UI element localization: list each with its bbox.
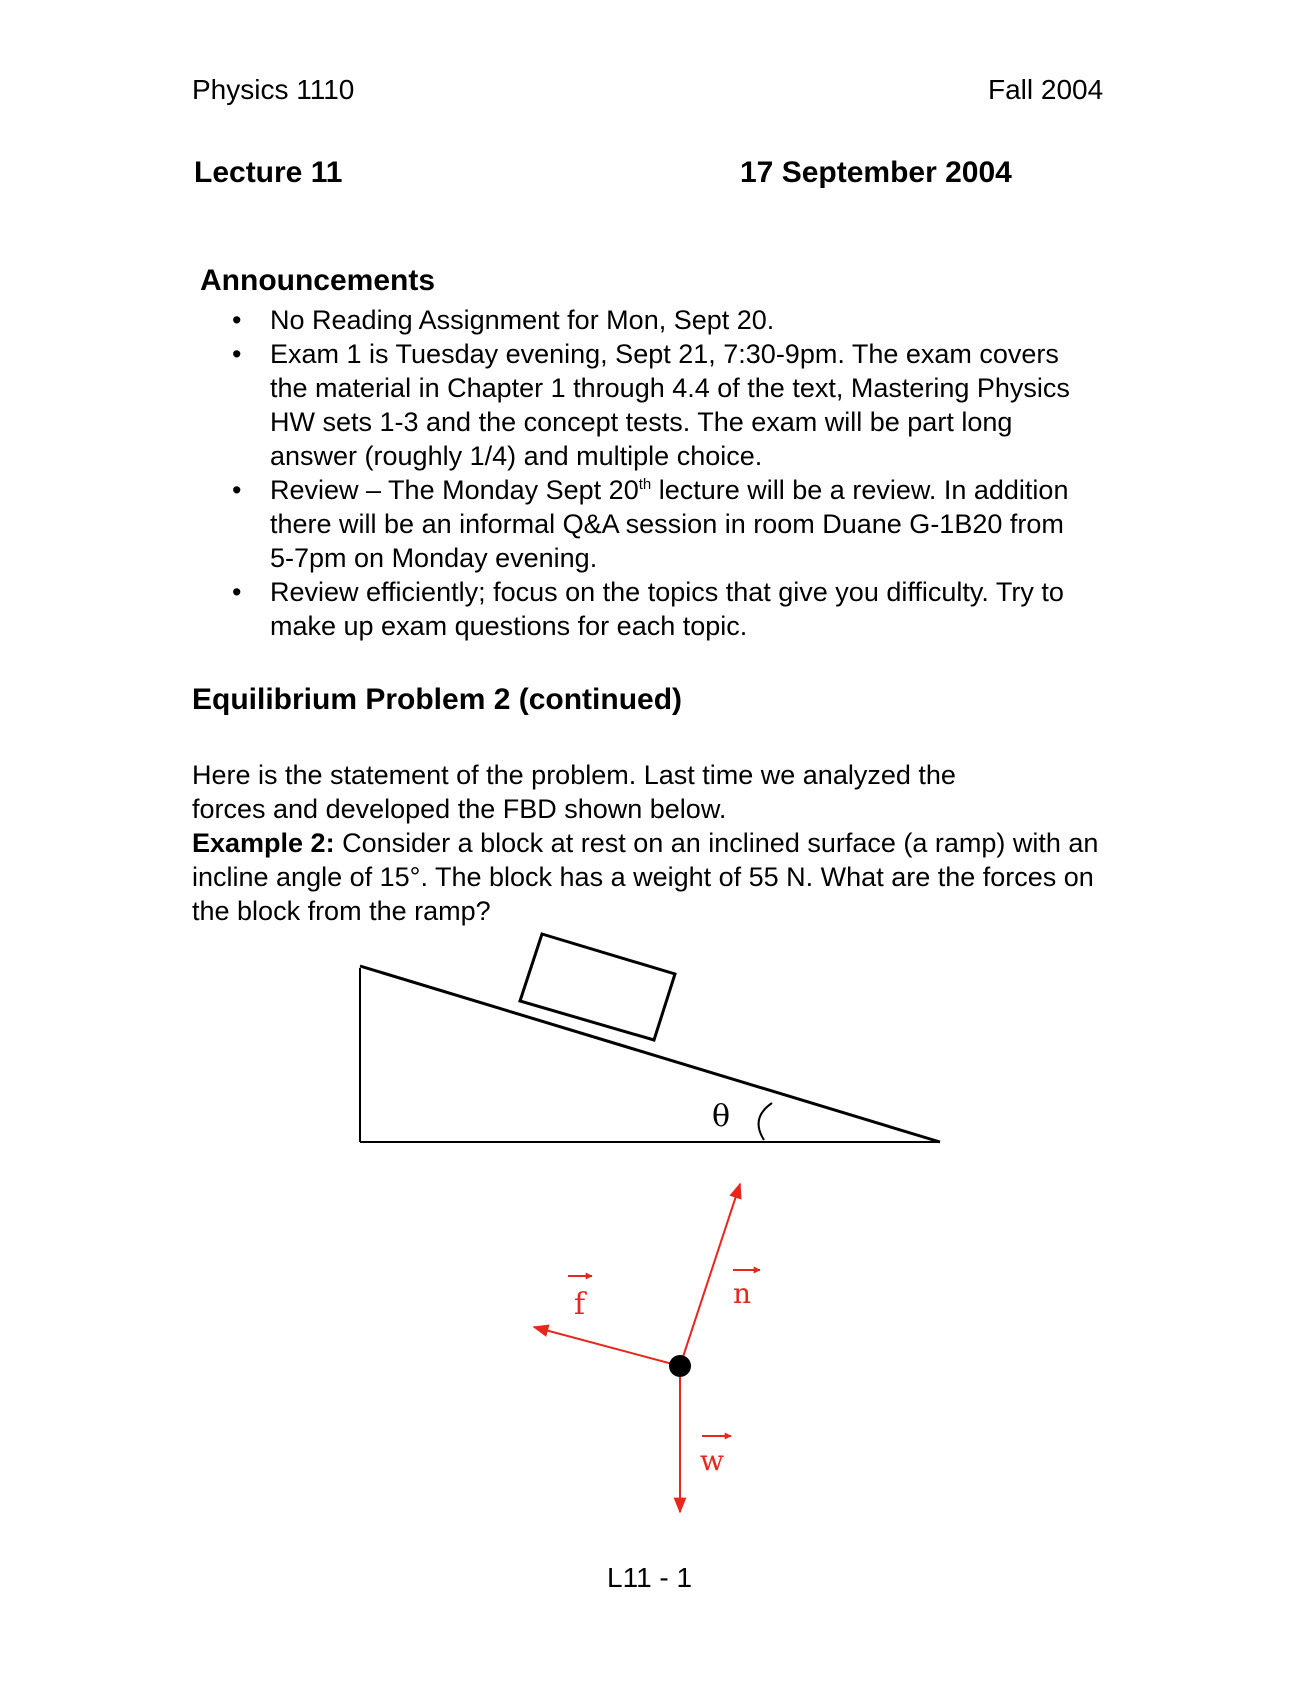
example-label: Example 2: [192,828,335,858]
announcement-text: Exam 1 is Tuesday evening, Sept 21, 7:30-9pm. The exam covers the material in Chapter 1 through 4.4 of the text, Mastering Physics HW sets 1-3 and the concept tests. The exam will be part long answer (roughly 1/4) and multiple choice. [270,339,1070,471]
bullet-icon: • [232,577,242,607]
bullet-icon: • [232,305,242,335]
block-point [669,1355,691,1377]
announcement-text-pre: Review – The Monday Sept 20 [270,475,639,505]
lecture-number: Lecture 11 [194,156,343,189]
problem-intro: Here is the statement of the problem. Last time we analyzed the forces and developed the FBD shown below. [192,760,956,824]
bullet-icon: • [232,339,242,369]
ramp [360,966,940,1142]
friction-label: f [574,1287,586,1322]
example-text: Consider a block at rest on an inclined surface (a ramp) with an incline angle of 15°. The block has a weight of 55 N. What are the forces on the block from the ramp? [192,828,1099,926]
announcements-heading: Announcements [200,264,436,297]
page-number: L11 - 1 [607,1562,693,1593]
normal-label: n [733,1277,752,1310]
ordinal-suffix: th [638,476,652,493]
angle-label: θ [712,1099,731,1134]
weight-label: w [700,1444,724,1477]
normal-force-vector [680,1184,740,1366]
free-body-diagram [534,1184,760,1512]
angle-arc [759,1103,772,1140]
course-title: Physics 1110 [192,74,355,105]
bullet-icon: • [232,475,242,505]
block [520,934,675,1040]
friction-force-vector [534,1327,680,1366]
ramp-incline [360,966,940,1142]
lecture-date: 17 September 2004 [740,156,1012,189]
announcement-text: No Reading Assignment for Mon, Sept 20. [270,305,775,335]
term-label: Fall 2004 [988,74,1104,105]
section-heading: Equilibrium Problem 2 (continued) [192,683,683,716]
announcement-text: Review efficiently; focus on the topics that give you difficulty. Try to make up exam questions for each topic. [270,577,1064,641]
announcement-text-post: lecture will be a review. In addition there will be an informal Q&A session in room Duane G-1B20 from 5-7pm on Monday evening. [270,475,1069,573]
